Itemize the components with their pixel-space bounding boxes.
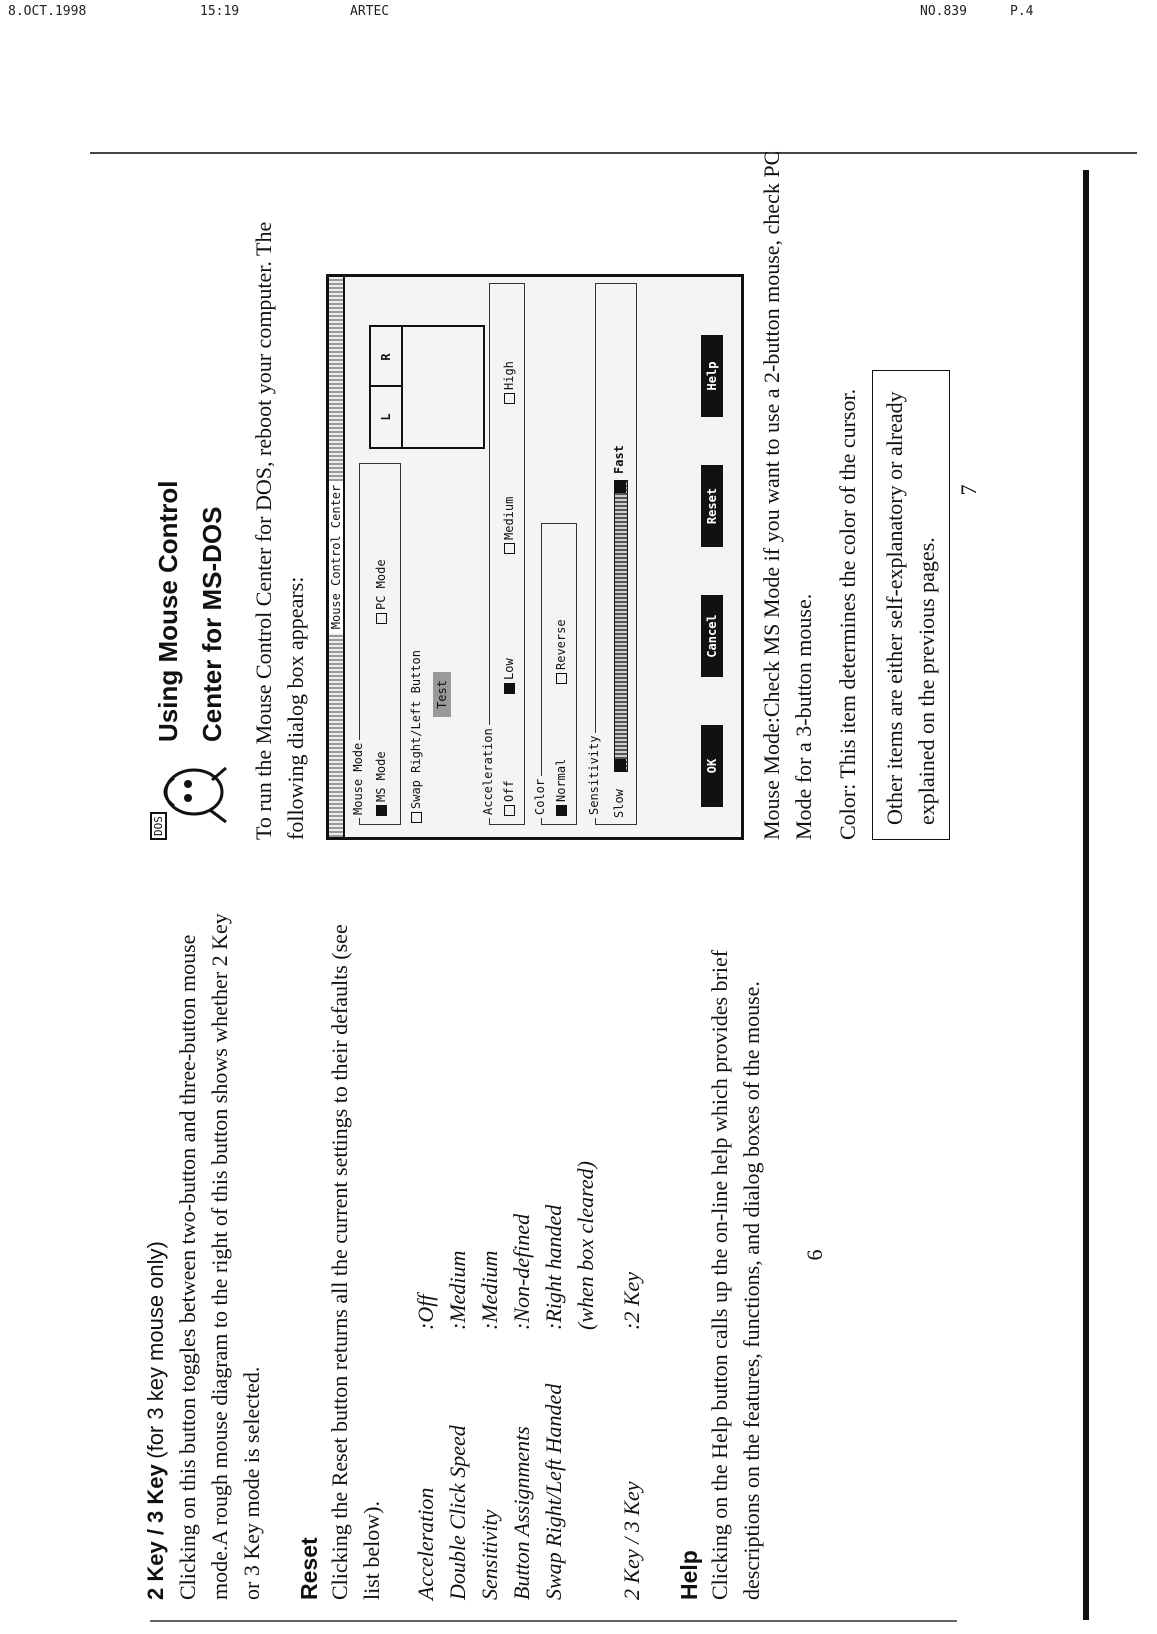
sensitivity-group: Sensitivity Slow Fast — [595, 283, 637, 825]
mouse-control-dialog — [326, 274, 744, 840]
fax-number: NO.839 — [920, 4, 967, 19]
reset-button[interactable]: Reset — [701, 465, 723, 547]
page-title: Using Mouse Control — [153, 480, 183, 742]
swap-buttons-checkbox[interactable]: Swap Right/Left Button — [409, 650, 423, 823]
fax-date: 8.OCT.1998 — [8, 4, 87, 19]
help-text: Clicking on the Help button calls up the on-line help which provides brief descriptions on the features, functions, and dialog boxes of the mouse. — [707, 949, 764, 1600]
page-number-right: 7 — [956, 484, 981, 496]
slider-left-arrow-icon[interactable] — [614, 759, 626, 771]
list-item: (when box cleared) — [573, 1160, 598, 1330]
list-item: 2 Key / 3 Key :2 Key — [619, 1271, 644, 1600]
mouse-mode-group: Mouse Mode MS Mode PC Mode — [359, 463, 401, 825]
pc-mode-checkbox[interactable]: PC Mode — [374, 559, 388, 624]
acc-off-radio[interactable]: Off — [502, 780, 516, 816]
color-reverse-radio[interactable]: Reverse — [554, 619, 568, 684]
mouse-diagram: L R — [369, 325, 485, 449]
help-heading: Help — [676, 1550, 702, 1600]
fast-label: Fast — [612, 445, 626, 474]
acc-medium-radio[interactable]: Medium — [502, 497, 516, 554]
rotated-spread — [140, 130, 1100, 1600]
color-group: Color Normal Reverse — [541, 523, 577, 825]
reset-text: Clicking the Reset button returns all the current settings to their defaults (see list below). — [327, 924, 384, 1600]
right-page — [140, 140, 982, 840]
sensitivity-slider[interactable] — [614, 480, 628, 772]
ms-mode-checkbox[interactable]: MS Mode — [374, 751, 388, 816]
slow-label: Slow — [612, 789, 626, 818]
bottom-rule — [150, 1620, 957, 1622]
color-text: Color: This item determines the color of the cursor. — [835, 388, 860, 840]
left-page — [140, 910, 828, 1600]
key23-text: Clicking on this button toggles between two-button and three-button mouse mode.A rough mouse diagram to the right of this button shows whether 2 Key or 3 Key mode is selected. — [175, 913, 264, 1600]
reset-heading: Reset — [296, 1537, 322, 1600]
acc-high-radio[interactable]: High — [502, 361, 516, 404]
defaults-list — [410, 910, 648, 1600]
note-box — [872, 370, 950, 840]
dos-mouse-logo-icon: DOS — [150, 758, 230, 840]
test-button[interactable]: Test — [433, 672, 451, 717]
list-item: Acceleration :Off — [413, 1294, 438, 1600]
mouse-mode-text: Mouse Mode:Check MS Mode if you want to use a 2-button mouse, check PC Mode for a 3-button mouse. — [759, 150, 816, 840]
list-item: Button Assignments :Non-defined — [509, 1213, 534, 1600]
fax-sender: ARTEC — [350, 4, 390, 19]
section-heading — [146, 140, 234, 840]
intro-text: To run the Mouse Control Center for DOS, reboot your computer. The following dialog box appears: — [251, 221, 308, 840]
acceleration-group: Acceleration Off Low Medium High — [489, 283, 525, 825]
slider-right-arrow-icon[interactable] — [614, 481, 626, 493]
fax-time: 15:19 — [200, 4, 240, 19]
help-button[interactable]: Help — [701, 335, 723, 417]
color-normal-radio[interactable]: Normal — [554, 759, 568, 816]
note-text: Other items are either self-explanatory or already explained on the previous pages. — [882, 391, 939, 825]
page-number-left: 6 — [802, 1249, 827, 1261]
cancel-button[interactable]: Cancel — [701, 595, 723, 677]
ok-button[interactable]: OK — [701, 725, 723, 807]
list-item: Sensitivity :Medium — [477, 1250, 502, 1600]
list-item: Double Click Speed :Medium — [445, 1250, 470, 1600]
page-subtitle: Center for MS-DOS — [197, 506, 227, 742]
dialog-titlebar: Mouse Control Center — [329, 277, 345, 837]
fax-page: P.4 — [1010, 4, 1034, 19]
key23-section — [140, 910, 172, 1600]
key23-note: (for 3 key mouse only) — [143, 1241, 168, 1459]
list-item: Swap Right/Left Handed :Right handed — [541, 1204, 566, 1600]
key23-heading: 2 Key / 3 Key — [143, 1464, 168, 1600]
acc-low-radio[interactable]: Low — [502, 658, 516, 694]
